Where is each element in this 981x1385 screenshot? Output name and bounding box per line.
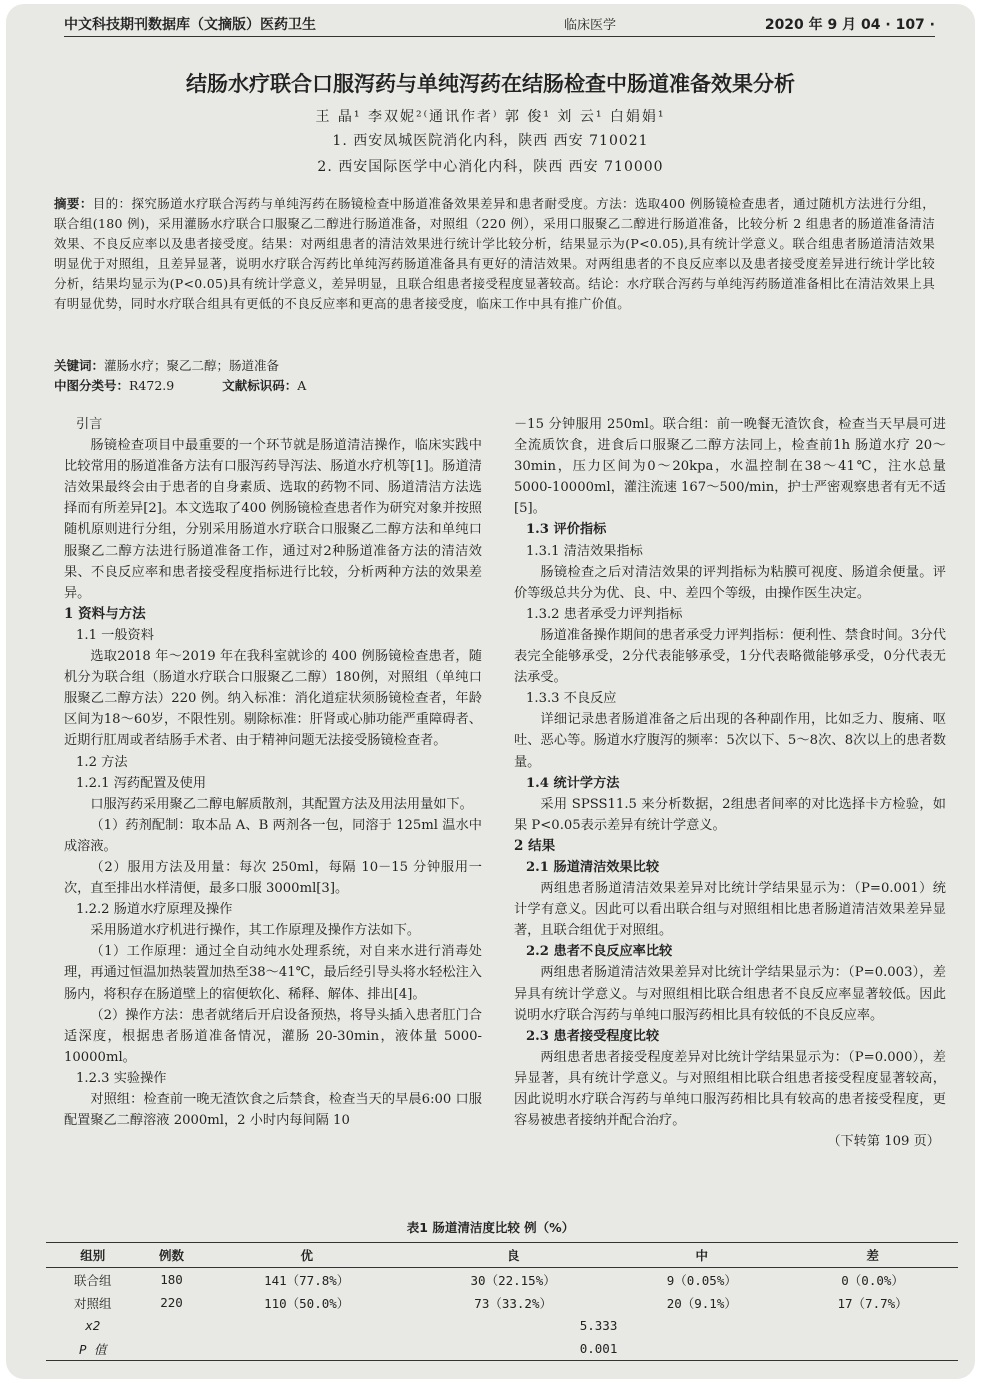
paragraph: 详细记录患者肠道准备之后出现的各种副作用，比如乏力、腹痛、呕吐、恶心等。肠道水疗腹泻的频率：5次以下、5～8次、8次以上的患者数量。 (514, 712, 946, 770)
paragraph: （1）工作原理：通过全自动纯水处理系统，对自来水进行消毒处理，再通过恒温加热装置加热至38～41℃，最后经引导头将水轻松注入肠内，将积存在肠道壁上的宿便软化、稀释、解体、排出[4]。 (64, 944, 482, 1002)
chi-square-value: 5.333 (579, 1318, 618, 1333)
clc-value: R472.9 (129, 378, 175, 393)
paragraph: 两组患者肠道清洁效果差异对比统计学结果显示为：（P=0.001）统计学有意义。因此可以看出联合组与对照组相比患者肠道清洁效果差异显著，且联合组优于对照组。 (514, 881, 946, 939)
chi-square-label: x2 (85, 1318, 101, 1333)
section-heading: 1 资料与方法 (64, 605, 146, 622)
paragraph: 对照组：检查前一晚无渣饮食之后禁食，检查当天的早晨6:00 口服配置聚乙二醇溶液 2000ml，2 小时内每间隔 10 (64, 1092, 482, 1129)
paragraph: 选取2018 年～2019 年在我科室就诊的 400 例肠镜检查患者，随机分为联合组（肠道水疗联合口服聚乙二醇）180例，对照组（单纯口服聚乙二醇方法）220 例。纳入标准：消化道症状须肠镜检查者，年龄区间为18～60岁，不限性别。剔除标准：肝肾或心肺功能严重障碍者、近期行肛周或者结肠手术者、由于精神问题无法接受肠镜检查者。 (64, 649, 482, 749)
table-cell: 30（22.15%） (470, 1272, 556, 1288)
abstract-text: 目的：探究肠道水疗联合泻药与单纯泻药在肠镜检查中肠道准备效果差异和患者耐受度。方法：选取400 例肠镜检查患者，通过随机方法进行分组，联合组(180 例)，采用灌肠水疗联合口服聚乙二醇进行肠道准备，对照组（220 例），采用口服聚乙二醇进行肠道准备，比较分析 2 组患者的肠道准备清洁效果、不良反应率以及患者接受度。结果：对两组患者的清洁效果进行统计学比较分析，结果显示为(P<0.05),具有统计学意义。联合组患者肠道清洁效果明显优于对照组，且差异显著，说明水疗联合泻药比单纯泻药肠道准备具有更好的清洁效果。对两组患者的不良反应率以及患者接受度差异进行统计学比较分析，结果均显示为(P<0.05)具有统计学意义，差异明显，且联合组患者接受程度显著较高。结论：水疗联合泻药与单纯泻药肠道准备相比在清洁效果上具有明显优势，同时水疗联合组具有更低的不良反应率和更高的患者接受度，临床工作中具有推广价值。 (54, 196, 935, 311)
table-cell: 220 (160, 1295, 183, 1310)
journal-name: 中文科技期刊数据库（文摘版）医药卫生 (64, 17, 316, 33)
keywords-line (54, 356, 279, 374)
keywords-text: 灌肠水疗；聚乙二醇；肠道准备 (104, 358, 280, 373)
paragraph: 采用 SPSS11.5 来分析数据，2组患者间率的对比选择卡方检验，如果 P<0.05表示差异有统计学意义。 (514, 796, 946, 833)
paragraph: 两组患者患者接受程度差异对比统计学结果显示为：（P=0.000），差异显著，具有统计学意义。与对照组相比联合组患者接受程度显著较高，因此说明水疗联合泻药与单纯口服泻药相比具有较高的患者接受程度，更容易被患者接纳并配合治疗。 (514, 1049, 946, 1129)
paragraph: 肠镜检查之后对清洁效果的评判指标为粘膜可视度、肠道余便量。评价等级总共分为优、良、中、差四个等级，由操作医生决定。 (514, 564, 946, 601)
subsection-heading: 1.3.3 不良反应 (526, 691, 617, 707)
subsection-heading: 2.2 患者不良反应率比较 (526, 944, 673, 960)
paragraph: 采用肠道水疗机进行操作，其工作原理及操作方法如下。 (90, 923, 421, 939)
table-cell: 141（77.8%） (264, 1272, 350, 1288)
table-cell: 20（9.1%） (666, 1295, 737, 1311)
subsection-heading: 1.2.3 实验操作 (76, 1070, 167, 1086)
table-header-row (46, 1243, 958, 1268)
article-title: 结肠水疗联合口服泻药与单纯泻药在结肠检查中肠道准备效果分析 (186, 72, 795, 96)
left-column (64, 414, 482, 1131)
subsection-heading: 2.1 肠道清洁效果比较 (526, 859, 660, 875)
paragraph: （2）服用方法及用量：每次 250ml，每隔 10－15 分钟服用一次，直至排出水样清便，最多口服 3000ml[3]。 (64, 859, 482, 897)
col-header: 例数 (140, 1243, 204, 1268)
subsection-heading: 1.3.2 患者承受力评判指标 (526, 606, 683, 622)
subsection-heading: 1.2.1 泻药配置及使用 (76, 775, 207, 791)
affiliation-1: 1. 西安凤城医院消化内科，陕西 西安 710021 (332, 133, 649, 149)
p-value: 0.001 (410, 1337, 787, 1361)
clc-label: 中图分类号： (54, 378, 130, 393)
abstract-label: 摘要： (54, 196, 93, 211)
paragraph: 肠镜检查项目中最重要的一个环节就是肠道清洁操作，临床实践中比较常用的肠道准备方法有口服泻药导泻法、肠道水疗机等[1]。肠道清洁效果最终会由于患者的自身素质、选取的药物不同、肠道清洁方法选择而有所差异[2]。本文选取了400 例肠镜检查患者作为研究对象并按照随机原则进行分组，分别采用肠道水疗联合口服聚乙二醇方法和单纯口服聚乙二醇方法进行肠道准备工作，通过对2种肠道准备方法的清洁效果、不良反应率和患者接受程度指标进行比较，分析两种方法的效果差异。 (64, 438, 482, 601)
table-row (46, 1291, 958, 1314)
subsection-heading: 1.1 一般资料 (76, 627, 154, 643)
col-header: 优 (203, 1243, 409, 1268)
table-cell: 联合组 (74, 1272, 112, 1288)
col-header: 差 (787, 1243, 958, 1268)
author-list: 王 晶¹ 李双妮²⁽通讯作者⁾ 郭 俊¹ 刘 云¹ 白娟娟¹ (315, 109, 666, 125)
subsection-heading: 1.3.1 清洁效果指标 (526, 543, 643, 559)
paragraph: 肠道准备操作期间的患者承受力评判指标：便利性、禁食时间。3分代表完全能够承受，2分代表能够承受，1分代表略微能够承受，0分代表无法承受。 (514, 627, 946, 686)
scanned-page (6, 4, 975, 1379)
table-cell: 对照组 (74, 1295, 112, 1311)
table-cell: 180 (160, 1272, 183, 1287)
paragraph: 两组患者肠道清洁效果差异对比统计学结果显示为：（P=0.003），差异具有统计学意义。与对照组相比联合组患者不良反应率显著较低。因此说明水疗联合泻药与单纯口服泻药相比具有较低的不良反应率。 (514, 965, 946, 1023)
right-column (514, 414, 946, 1152)
table-row (46, 1268, 958, 1292)
subsection-heading: 2.3 患者接受程度比较 (526, 1028, 660, 1044)
col-header: 良 (410, 1243, 616, 1268)
stat-row (46, 1337, 958, 1361)
subsection-heading: 1.2 方法 (76, 754, 128, 770)
running-header (64, 14, 935, 37)
issue-date-page: 2020 年 9 月 04 · 107 · (764, 17, 935, 33)
classification-line (54, 376, 306, 394)
table-cell: 0（0.0%） (841, 1272, 904, 1288)
table-cell: 73（33.2%） (474, 1295, 552, 1311)
p-value-label: P 值 (46, 1337, 140, 1361)
stat-row (46, 1314, 958, 1337)
paragraph: （1）药剂配制：取本品 A、B 两剂各一包，同溶于 125ml 温水中成溶液。 (64, 817, 482, 854)
paragraph: （2）操作方法：患者就绪后开启设备预热，将导头插入患者肛门合适深度，根据患者肠道准备情况，灌肠 20-30min，液体量 5000-10000ml。 (64, 1007, 482, 1065)
col-header: 组别 (46, 1243, 140, 1268)
section-name: 临床医学 (564, 18, 617, 33)
table-cell: 9（0.05%） (666, 1272, 737, 1288)
subsection-heading: 1.4 统计学方法 (526, 775, 620, 791)
doc-code-value: A (297, 378, 307, 393)
table-cell: 110（50.0%） (264, 1295, 350, 1311)
paragraph: 口服泻药采用聚乙二醇电解质散剂，其配置方法及用法用量如下。 (90, 796, 473, 812)
keywords-label: 关键词： (54, 358, 105, 373)
paragraph: －15 分钟服用 250ml。联合组：前一晚餐无渣饮食，检查当天早晨可进全流质饮食，进食后口服聚乙二醇方法同上，检查前1h 肠道水疗 20～30min，压力区间为0～20kpa，水温控制在38～41℃，注水总量 5000-10000ml，灌注流速 167～500/min，护士严密观察患者有无不适[5]。 (514, 417, 946, 517)
table-caption: 表1 肠道清洁度比较 例（%） (406, 1220, 575, 1235)
subsection-heading: 引言 (76, 417, 103, 432)
table-cell: 17（7.7%） (837, 1295, 908, 1311)
col-header: 中 (616, 1243, 787, 1268)
abstract (54, 194, 935, 314)
subsection-heading: 1.3 评价指标 (526, 522, 607, 538)
doc-code-label: 文献标识码： (222, 378, 298, 393)
affiliation-2: 2. 西安国际医学中心消化内科，陕西 西安 710000 (317, 159, 664, 175)
subsection-heading: 1.2.2 肠道水疗原理及操作 (76, 902, 233, 918)
cleanliness-table (46, 1242, 958, 1361)
continued-note: （下转第 109 页） (827, 1134, 940, 1150)
section-heading: 2 结果 (514, 837, 556, 854)
